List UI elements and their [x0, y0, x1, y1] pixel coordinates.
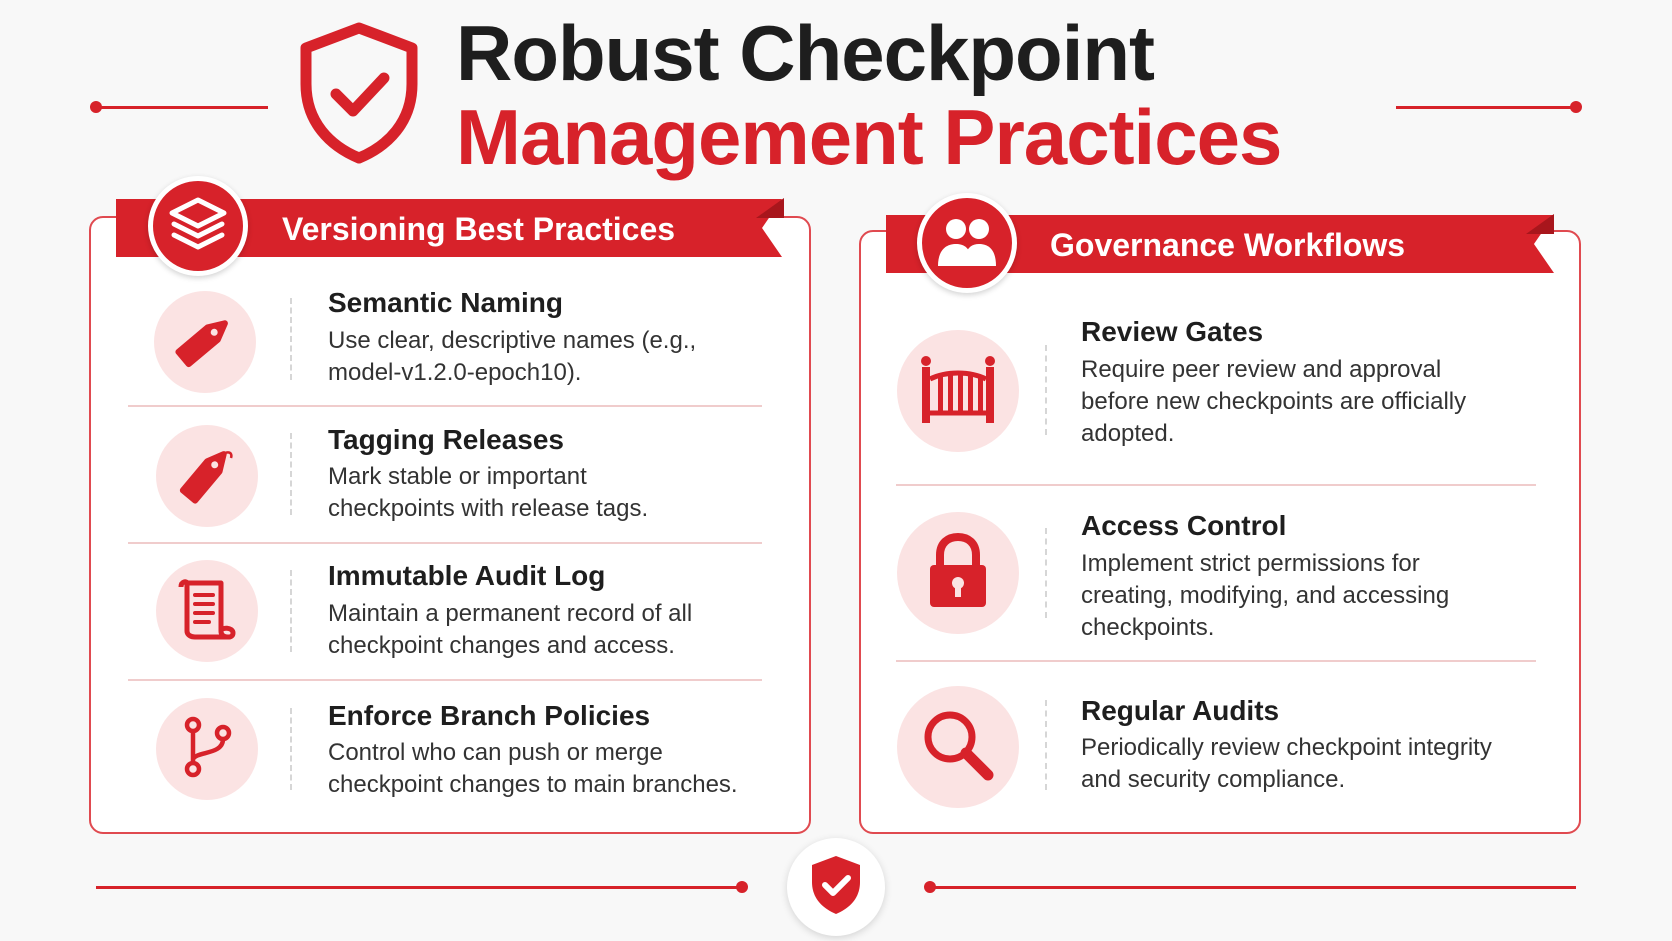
gate-icon [918, 353, 998, 430]
access-control-desc: Implement strict permissions for creating, modifying, and accessing checkpoints. [1081, 550, 1450, 641]
shield-check-icon [296, 22, 422, 164]
semantic-naming-icon-bg [154, 291, 256, 393]
divider [1045, 345, 1047, 435]
magnifier-icon [920, 707, 996, 788]
regular-audits-icon-bg [897, 686, 1019, 808]
tag-icon [175, 442, 239, 511]
review-gates-icon-bg [897, 330, 1019, 452]
branch-icon [175, 715, 239, 784]
divider [1045, 528, 1047, 618]
shield-check-icon [808, 854, 864, 921]
footer-left-line [96, 886, 740, 889]
audit-log-icon-bg [156, 560, 258, 662]
footer-left-dot [736, 881, 748, 893]
banner-fold [756, 198, 784, 218]
divider [290, 708, 292, 790]
layers-icon [168, 196, 228, 257]
tagging-releases-icon-bg [156, 425, 258, 527]
versioning-title: Versioning Best Practices [282, 211, 676, 247]
tagging-releases-title: Tagging Releases [328, 424, 565, 455]
divider [290, 433, 292, 515]
row-separator [128, 542, 762, 544]
header-right-dot [1570, 101, 1582, 113]
governance-badge [917, 193, 1017, 293]
scroll-icon [175, 577, 239, 646]
header-right-line [1396, 106, 1576, 109]
governance-title: Governance Workflows [1050, 227, 1406, 263]
row-separator [128, 679, 762, 681]
audit-log-desc: Maintain a permanent record of all checkpoint changes and access. [328, 600, 693, 659]
branch-policies-icon-bg [156, 698, 258, 800]
semantic-naming-title: Semantic Naming [328, 287, 563, 318]
banner-fold [1526, 214, 1554, 234]
branch-policies-desc: Control who can push or merge checkpoint changes to main branches. [328, 739, 738, 798]
footer-badge [787, 838, 885, 936]
review-gates-desc: Require peer review and approval before new checkpoints are officially adopted. [1081, 356, 1467, 447]
row-separator [128, 405, 762, 407]
page-title-line1: Robust Checkpoint [456, 9, 1154, 97]
access-control-title: Access Control [1081, 510, 1287, 541]
regular-audits-desc: Periodically review checkpoint integrity and security compliance. [1081, 734, 1492, 793]
tag-icon [173, 308, 237, 377]
footer-right-line [934, 886, 1576, 889]
review-gates-title: Review Gates [1081, 316, 1264, 347]
regular-audits-title: Regular Audits [1081, 695, 1280, 726]
page-title-line2: Management Practices [456, 93, 1282, 181]
users-icon [936, 214, 998, 273]
row-separator [896, 484, 1536, 486]
divider [1045, 700, 1047, 790]
semantic-naming-desc: Use clear, descriptive names (e.g., model-v1.2.0-epoch10). [328, 327, 697, 386]
branch-policies-title: Enforce Branch Policies [328, 700, 651, 731]
versioning-badge [148, 176, 248, 276]
access-control-icon-bg [897, 512, 1019, 634]
divider [290, 570, 292, 652]
tagging-releases-desc: Mark stable or important checkpoints with release tags. [328, 463, 649, 522]
divider [290, 298, 292, 380]
audit-log-title: Immutable Audit Log [328, 560, 606, 591]
row-separator [896, 660, 1536, 662]
lock-icon [926, 533, 990, 614]
header-left-line [96, 106, 268, 109]
